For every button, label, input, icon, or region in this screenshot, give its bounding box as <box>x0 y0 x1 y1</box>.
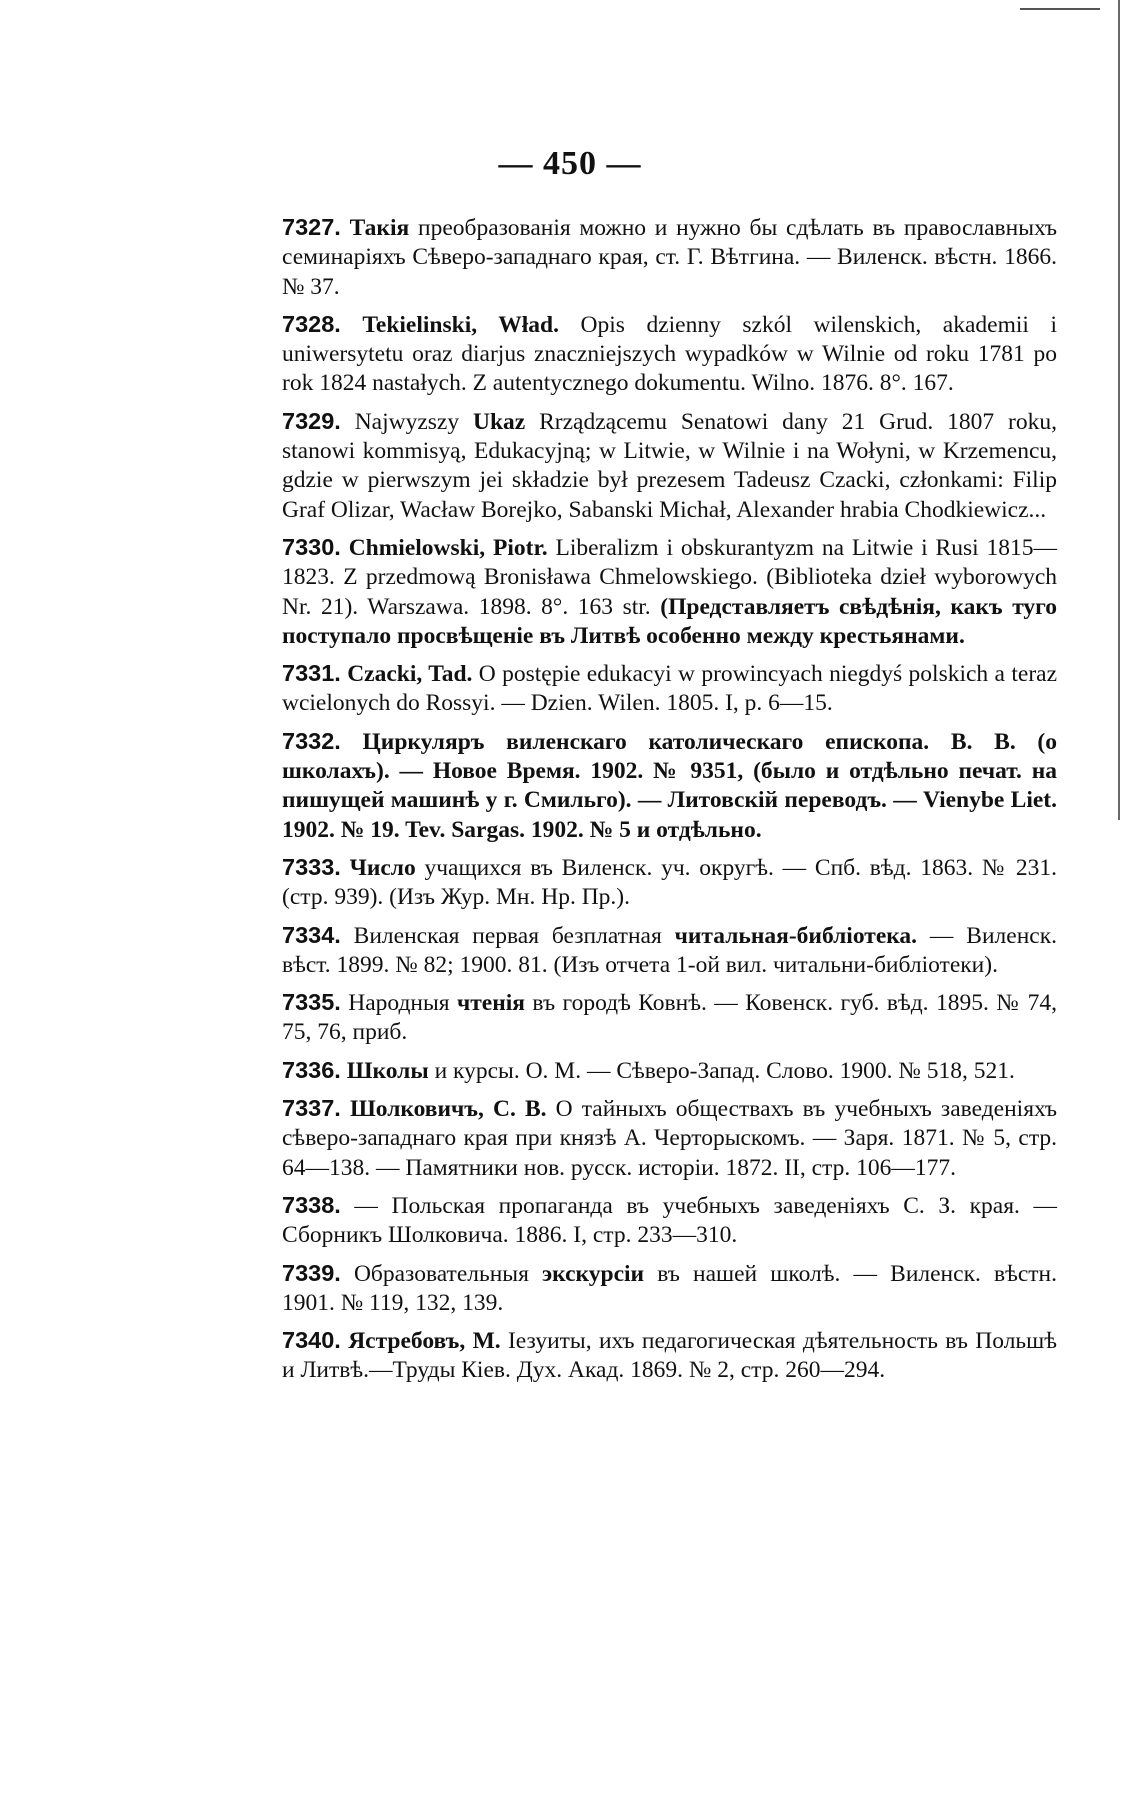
bibliography-entry <box>282 853 1057 913</box>
entry-prefix: Образовательныя <box>340 1260 543 1287</box>
bibliography-entry <box>282 533 1057 651</box>
bibliography-entry <box>282 1259 1057 1319</box>
entry-text: O postępie edukacyi w prowincyach niegdyś polskich a teraz wcielonych do Rossyi. — Dzien. Wilen. 1805. I, p. 6—15. <box>282 661 1058 717</box>
entry-number: 7334. <box>282 921 341 948</box>
entry-heading: Такія <box>349 215 410 241</box>
entry-heading: Циркуляръ <box>362 728 485 755</box>
entry-number: 7329. <box>282 407 341 434</box>
entry-number: 7338. <box>282 1191 341 1218</box>
entry-heading: Ukaz <box>472 408 526 435</box>
entry-heading: Число <box>349 854 416 881</box>
entry-number: 7330. <box>282 533 341 560</box>
bibliography-entry <box>282 1056 1057 1086</box>
entry-text: преобразованія можно и нужно бы сдѣлать въ православныхъ семинаріяхъ Сѣверо-западнаго края, ст. Г. Вѣтгина. — Виленск. вѣстн. 1866. № 37. <box>282 215 1057 300</box>
bibliography-list <box>282 213 1057 1394</box>
bibliography-entry <box>282 213 1057 302</box>
entry-heading: Школы <box>346 1057 429 1084</box>
entry-number: 7333. <box>282 853 341 880</box>
entry-prefix: Najwyzszy <box>340 408 473 435</box>
entry-number: 7339. <box>282 1259 341 1286</box>
entry-number: 7332. <box>282 727 341 754</box>
scan-corner-mark <box>1020 0 1100 10</box>
scan-edge-line <box>1118 0 1120 820</box>
entry-heading: читальная-библіотека. <box>674 922 918 949</box>
page-number: — 450 — <box>498 145 642 182</box>
entry-text: Opis dzienny szkól wilenskich, akademii i uniwersytetu oraz diarjus znaczniejszych wypadków w Wilnie od roku 1781 po rok 1824 nastałych. Z autentycznego dokumentu. Wilno. 1876. 8°. 167. <box>282 311 1057 397</box>
entry-heading: чтенія <box>457 990 526 1017</box>
entry-text: Rrządzącemu Senatowi dany 21 Grud. 1807 roku, stanowi kommisyą, Edukacyjną; w Litwie, w Wilnie i na Wołyni, w Krzemencu, gdzie w pierwszym jei składzie był prezesem Tadeusz Czacki, członkami: Filip Graf Olizar, Wacław Borejko, Sabanski Michał, Alexander hrabia Chodkiewicz... <box>282 408 1057 523</box>
entry-number: 7327. <box>282 214 341 240</box>
bibliography-entry <box>282 310 1057 399</box>
entry-text: — Польская пропаганда въ учебныхъ заведеніяхъ С. З. края. — Сборникъ Шолковича. 1886. I, стр. 233—310. <box>282 1192 1057 1249</box>
bibliography-entry <box>282 921 1057 981</box>
entry-prefix: Виленская первая безплатная <box>340 922 675 949</box>
entry-heading: Tekielinski, Wład. <box>362 311 559 338</box>
entry-heading: Chmielowski, Piotr. <box>348 534 548 561</box>
bibliography-entry <box>282 1191 1057 1251</box>
bibliography-entry <box>282 727 1057 845</box>
entry-bold-text: виленскаго католическаго епископа. В. В. (о школахъ). — Новое Время. 1902. № 9351, (было и отдѣльно печат. на пишущей машинѣ у г. Смильго). — Литовскій переводъ. — Vienybe Liet. 1902. № 19. Tev. Sargas. 1902. № 5 и отдѣльно. <box>282 728 1057 843</box>
entry-heading: Czacki, Tad. <box>347 661 473 688</box>
entry-heading: экскурсіи <box>542 1260 645 1287</box>
entry-text: Іезуиты, ихъ педагогическая дѣятельность въ Польшѣ и Литвѣ.—Труды Кіев. Дух. Акад. 1869. № 2, стр. 260—294. <box>282 1328 1058 1384</box>
entry-number: 7337. <box>282 1095 341 1122</box>
bibliography-entry <box>282 407 1057 525</box>
entry-text: въ нашей школѣ. — Виленск. вѣстн. 1901. № 119, 132, 139. <box>282 1260 1057 1316</box>
entry-number: 7335. <box>282 989 341 1016</box>
entry-text: О тайныхъ обществахъ въ учебныхъ заведеніяхъ сѣверо-западнаго края при князѣ А. Черторыскомъ. — Заря. 1871. № 5, стр. 64—138. — Памятники нов. русск. исторіи. 1872. II, стр. 106—177. <box>282 1096 1058 1181</box>
entry-number: 7328. <box>282 310 341 337</box>
entry-text: въ городѣ Ковнѣ. — Ковенск. губ. вѣд. 1895. № 74, 75, 76, приб. <box>282 990 1057 1046</box>
bibliography-entry <box>282 1094 1057 1183</box>
entry-number: 7340. <box>282 1327 341 1354</box>
entry-bold-text: (Представляетъ свѣдѣнія, какъ туго поступало просвѣщеніе въ Литвѣ особенно между крестьянами. <box>282 593 1058 649</box>
entry-heading: Шолковичъ, С. В. <box>349 1096 547 1123</box>
entry-prefix: Народныя <box>340 990 457 1017</box>
bibliography-entry <box>282 988 1057 1048</box>
entry-text: учащихся въ Виленск. уч. округѣ. — Спб. вѣд. 1863. № 231. (стр. 939). (Изъ Жур. Мн. Нр. Пр.). <box>282 854 1058 911</box>
bibliography-entry <box>282 1326 1057 1386</box>
entry-text: Liberalizm i obskurantyzm na Litwie i Rusi 1815—1823. Z przedmową Bronisława Chmelowskiego. (Biblioteka dzieł wyborowych Nr. 21). Warszawa. 1898. 8°. 163 str. <box>282 534 1057 620</box>
entry-number: 7336. <box>282 1056 341 1083</box>
entry-heading: Ястребовъ, М. <box>348 1328 501 1355</box>
entry-text: — Виленск. вѣст. 1899. № 82; 1900. 81. (Изъ отчета 1-ой вил. читальни-библіотеки). <box>282 922 1057 978</box>
entry-number: 7331. <box>282 660 341 687</box>
bibliography-entry <box>282 659 1057 719</box>
entry-text: и курсы. О. М. — Сѣверо-Запад. Слово. 1900. № 518, 521. <box>428 1057 1015 1084</box>
